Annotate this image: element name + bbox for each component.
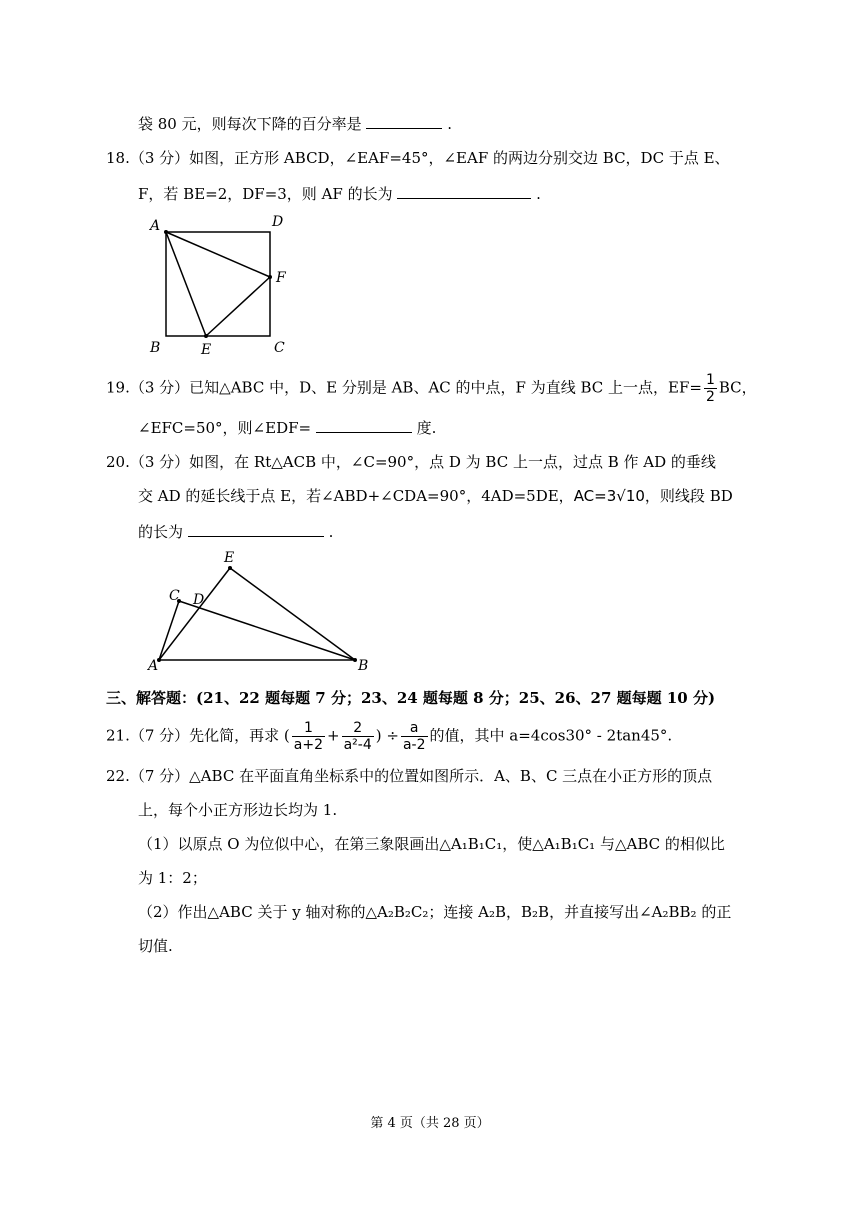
q20-text-c: 的长为 — [138, 523, 184, 541]
q17-end: . — [447, 115, 452, 133]
label-d: D — [272, 214, 284, 230]
q20-line1: 20.（3 分）如图，在 Rt△ACB 中，∠C=90°，点 D 为 BC 上一点，过点 B 作 AD 的垂线 — [106, 453, 716, 471]
q21-fraction-3: $\frac{a}{a-2}$ — [402, 720, 426, 753]
q22-line3: （1）以原点 O 为位似中心，在第三象限画出△A₁B₁C₁，使△A₁B₁C₁ 与△ABC 的相似比 — [138, 835, 725, 853]
q19-line1 — [106, 372, 757, 405]
q20-text-a: 交 AD 的延长线于点 E，若∠ABD+∠CDA=90°，4AD=5DE， — [138, 487, 574, 505]
q20-text-b: ，则线段 BD — [644, 487, 733, 505]
label-e: E — [201, 342, 212, 358]
label-a: A — [150, 218, 161, 234]
q21-text-b: 的值，其中 a=4cos30° - 2tan45°. — [429, 726, 673, 745]
segment-eb — [230, 568, 355, 660]
label-e: E — [224, 550, 235, 566]
q18-end: . — [536, 185, 541, 203]
q20-line3 — [138, 520, 333, 542]
q22-line2: 上，每个小正方形边长均为 1. — [138, 801, 338, 819]
q18-line2-text: F，若 BE=2，DF=3，则 AF 的长为 — [138, 185, 393, 203]
label-c: C — [274, 340, 285, 356]
q21-line: 21.（7 分）先化简，再求 ( $\frac{1}{a+2}$ + $\frac{2}{\text{a²-4}}$ ) ÷ $\frac{a}{a-2}$ 的值，其中 a=4cos30° - 2tan45°. — [106, 720, 673, 753]
q20-triangle-figure — [140, 548, 380, 674]
q22-line5: （2）作出△ABC 关于 y 轴对称的△A₂B₂C₂；连接 A₂B，B₂B，并直接写出∠A₂BB₂ 的正 — [138, 903, 732, 921]
square-abcd — [166, 232, 270, 336]
q21-fraction-2: $\frac{2}{\text{a²-4}}$ — [343, 720, 372, 753]
q21-fraction-1: $\frac{1}{a+2}$ — [293, 720, 324, 753]
q17-text: 袋 80 元，则每次下降的百分率是 — [138, 115, 362, 133]
page-footer: 第 4 页（共 28 页） — [370, 1116, 490, 1131]
section3-heading: 三、解答题：(21、22 题每题 7 分；23、24 题每题 8 分；25、26、27 题每题 10 分) — [106, 689, 716, 707]
q19-text-a: 19.（3 分）已知△ABC 中，D、E 分别是 AB、AC 的中点，F 为直线 BC 上一点，EF= — [106, 378, 702, 397]
q18-line2 — [138, 182, 541, 204]
segment-af — [166, 232, 270, 277]
label-b: B — [150, 340, 161, 356]
q18-line1: 18.（3 分）如图，正方形 ABCD，∠EAF=45°，∠EAF 的两边分别交边 BC，DC 于点 E、 — [106, 149, 730, 167]
segment-ef — [206, 277, 270, 336]
q22-line1: 22.（7 分）△ABC 在平面直角坐标系中的位置如图所示．A、B、C 三点在小正方形的顶点 — [106, 767, 713, 785]
label-c: C — [169, 588, 180, 604]
q22-line6: 切值. — [138, 937, 173, 955]
q20-line2 — [138, 486, 733, 506]
q19-answer-blank[interactable] — [316, 416, 412, 433]
q21-text-a: 21.（7 分）先化简，再求 ( — [106, 726, 290, 745]
q17-tail-line — [138, 112, 452, 134]
q19-line2 — [138, 416, 436, 438]
q18-answer-blank[interactable] — [397, 182, 531, 199]
q22-line4: 为 1：2； — [138, 869, 207, 887]
label-a: A — [148, 658, 159, 674]
q20-math: AC=3√10 — [573, 487, 645, 505]
q17-answer-blank[interactable] — [366, 112, 442, 129]
label-b: B — [358, 658, 369, 674]
q19-text-d: 度. — [416, 419, 437, 437]
q21-text-mid: ) ÷ — [375, 726, 399, 745]
segment-ae — [166, 232, 206, 336]
q20-answer-blank[interactable] — [188, 520, 324, 537]
segment-cb — [179, 601, 355, 660]
q19-text-b: BC， — [718, 378, 757, 397]
label-f: F — [276, 270, 286, 286]
segment-ac — [159, 601, 179, 660]
q19-text-c: ∠EFC=50°，则∠EDF= — [138, 419, 312, 437]
q18-square-figure — [140, 210, 300, 360]
label-d: D — [193, 592, 205, 608]
q19-fraction: $\frac{1}{2}$ — [705, 372, 715, 405]
q20-end: . — [328, 523, 334, 541]
